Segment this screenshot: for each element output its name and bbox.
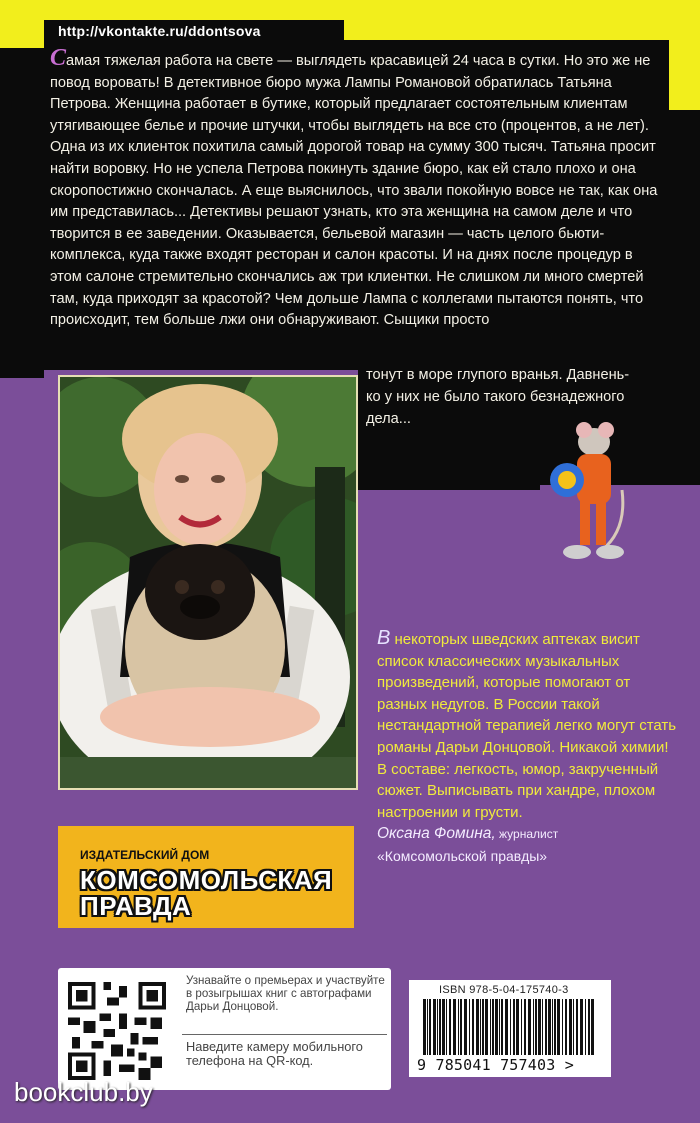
- author-with-pug-illustration: [60, 377, 356, 788]
- blurb-body: амая тяжелая работа на свете — выглядеть красавицей 24 часа в сутки. Но это же не повод воровать! В детективное бюро мужа Лампы Романовой обратилась Татьяна Петрова. Женщина работает в бутике, который предлагает состоятельным клиентам утягивающее белье и прочие штучки, чтобы выглядеть на все сто (процентов, а не лет). Одна из их клиенток похитила самый дорогой товар на сумму 300 тысяч. Татьяна просит найти воровку. Но не успела Петрова покинуть здание бюро, как ей стало плохо и она скоропостижно скончалась. А еще выяснилось, что звали покойную вовсе не так, как она им представилась... Детективы решают узнать, кто эта женщина на самом деле и что творится в ее заведении. Оказывается, бельевой магазин — часть целого бьюти-комплекса, куда также входят ресторан и салон красоты. И на днях после процедур в этом салоне стремительно скончались аж три клиентки. Не слишком ли много смертей там, куда приходят за красотой? Чем дольше Лампа с коллегами пытаются понять, что происходит, тем больше лжи они обнаруживают. Сыщики просто: [50, 53, 658, 329]
- quote-author-name: Оксана Фомина,: [377, 825, 496, 843]
- quote-text: некоторых шведских аптеках висит список классических музыкальных произведений, которые помогают от разных недугов. В России такой нестандартной терапией легко могут стать романы Дарьи Донцовой. Никакой химии! В составе: легкость, юмор, закрученный сюжет. Выписывать при хандре, плохом настроении и грусти.: [377, 631, 677, 821]
- blurb-text: [50, 45, 660, 332]
- publisher-logo: [58, 826, 354, 928]
- review-quote: [377, 628, 677, 868]
- quote-newspaper: «Комсомольской правды»: [377, 847, 548, 864]
- black-panel-step: [358, 440, 540, 490]
- publisher-line2: [80, 867, 332, 919]
- black-panel-step: [0, 48, 44, 378]
- black-panel-step: [669, 110, 700, 370]
- isbn-barcode: [409, 980, 611, 1077]
- qr-panel: [58, 968, 391, 1090]
- qr-divider: [182, 1034, 387, 1035]
- publisher-name-2: ПРАВДА: [80, 891, 192, 921]
- quote-dropcap: В: [377, 627, 391, 649]
- site-watermark: bookclub.by: [14, 1077, 153, 1107]
- blurb-tail-3: дела...: [366, 411, 411, 427]
- author-url[interactable]: http://vkontakte.ru/ddontsova: [58, 23, 261, 39]
- author-photo: [58, 375, 358, 790]
- publisher-line1: ИЗДАТЕЛЬСКИЙ ДОМ: [80, 848, 210, 862]
- blurb-dropcap: С: [50, 45, 67, 71]
- qr-code-icon[interactable]: [68, 982, 166, 1080]
- barcode-bars: [423, 999, 598, 1055]
- blurb-tail-2: ко у них не было такого безнадежного: [366, 389, 625, 405]
- mouse-mascot-illustration: [532, 420, 632, 580]
- barcode-digits: 9 785041 757403 >: [417, 1056, 574, 1074]
- publisher-name-1: КОМСОМОЛЬСКАЯ: [80, 865, 333, 895]
- qr-instruction-text: Наведите камеру мобильного телефона на QR-код.: [186, 1039, 363, 1069]
- quote-author: [377, 823, 677, 846]
- qr-promo-text: Узнавайте о премьерах и участвуйте в розыгрышах книг с автографами Дарьи Донцовой.: [186, 974, 385, 1013]
- quote-author-role: журналист: [495, 827, 559, 842]
- isbn-number: ISBN 978-5-04-175740-3: [439, 984, 569, 996]
- blurb-tail-1: тонут в море глупого вранья. Давнень-: [366, 367, 630, 383]
